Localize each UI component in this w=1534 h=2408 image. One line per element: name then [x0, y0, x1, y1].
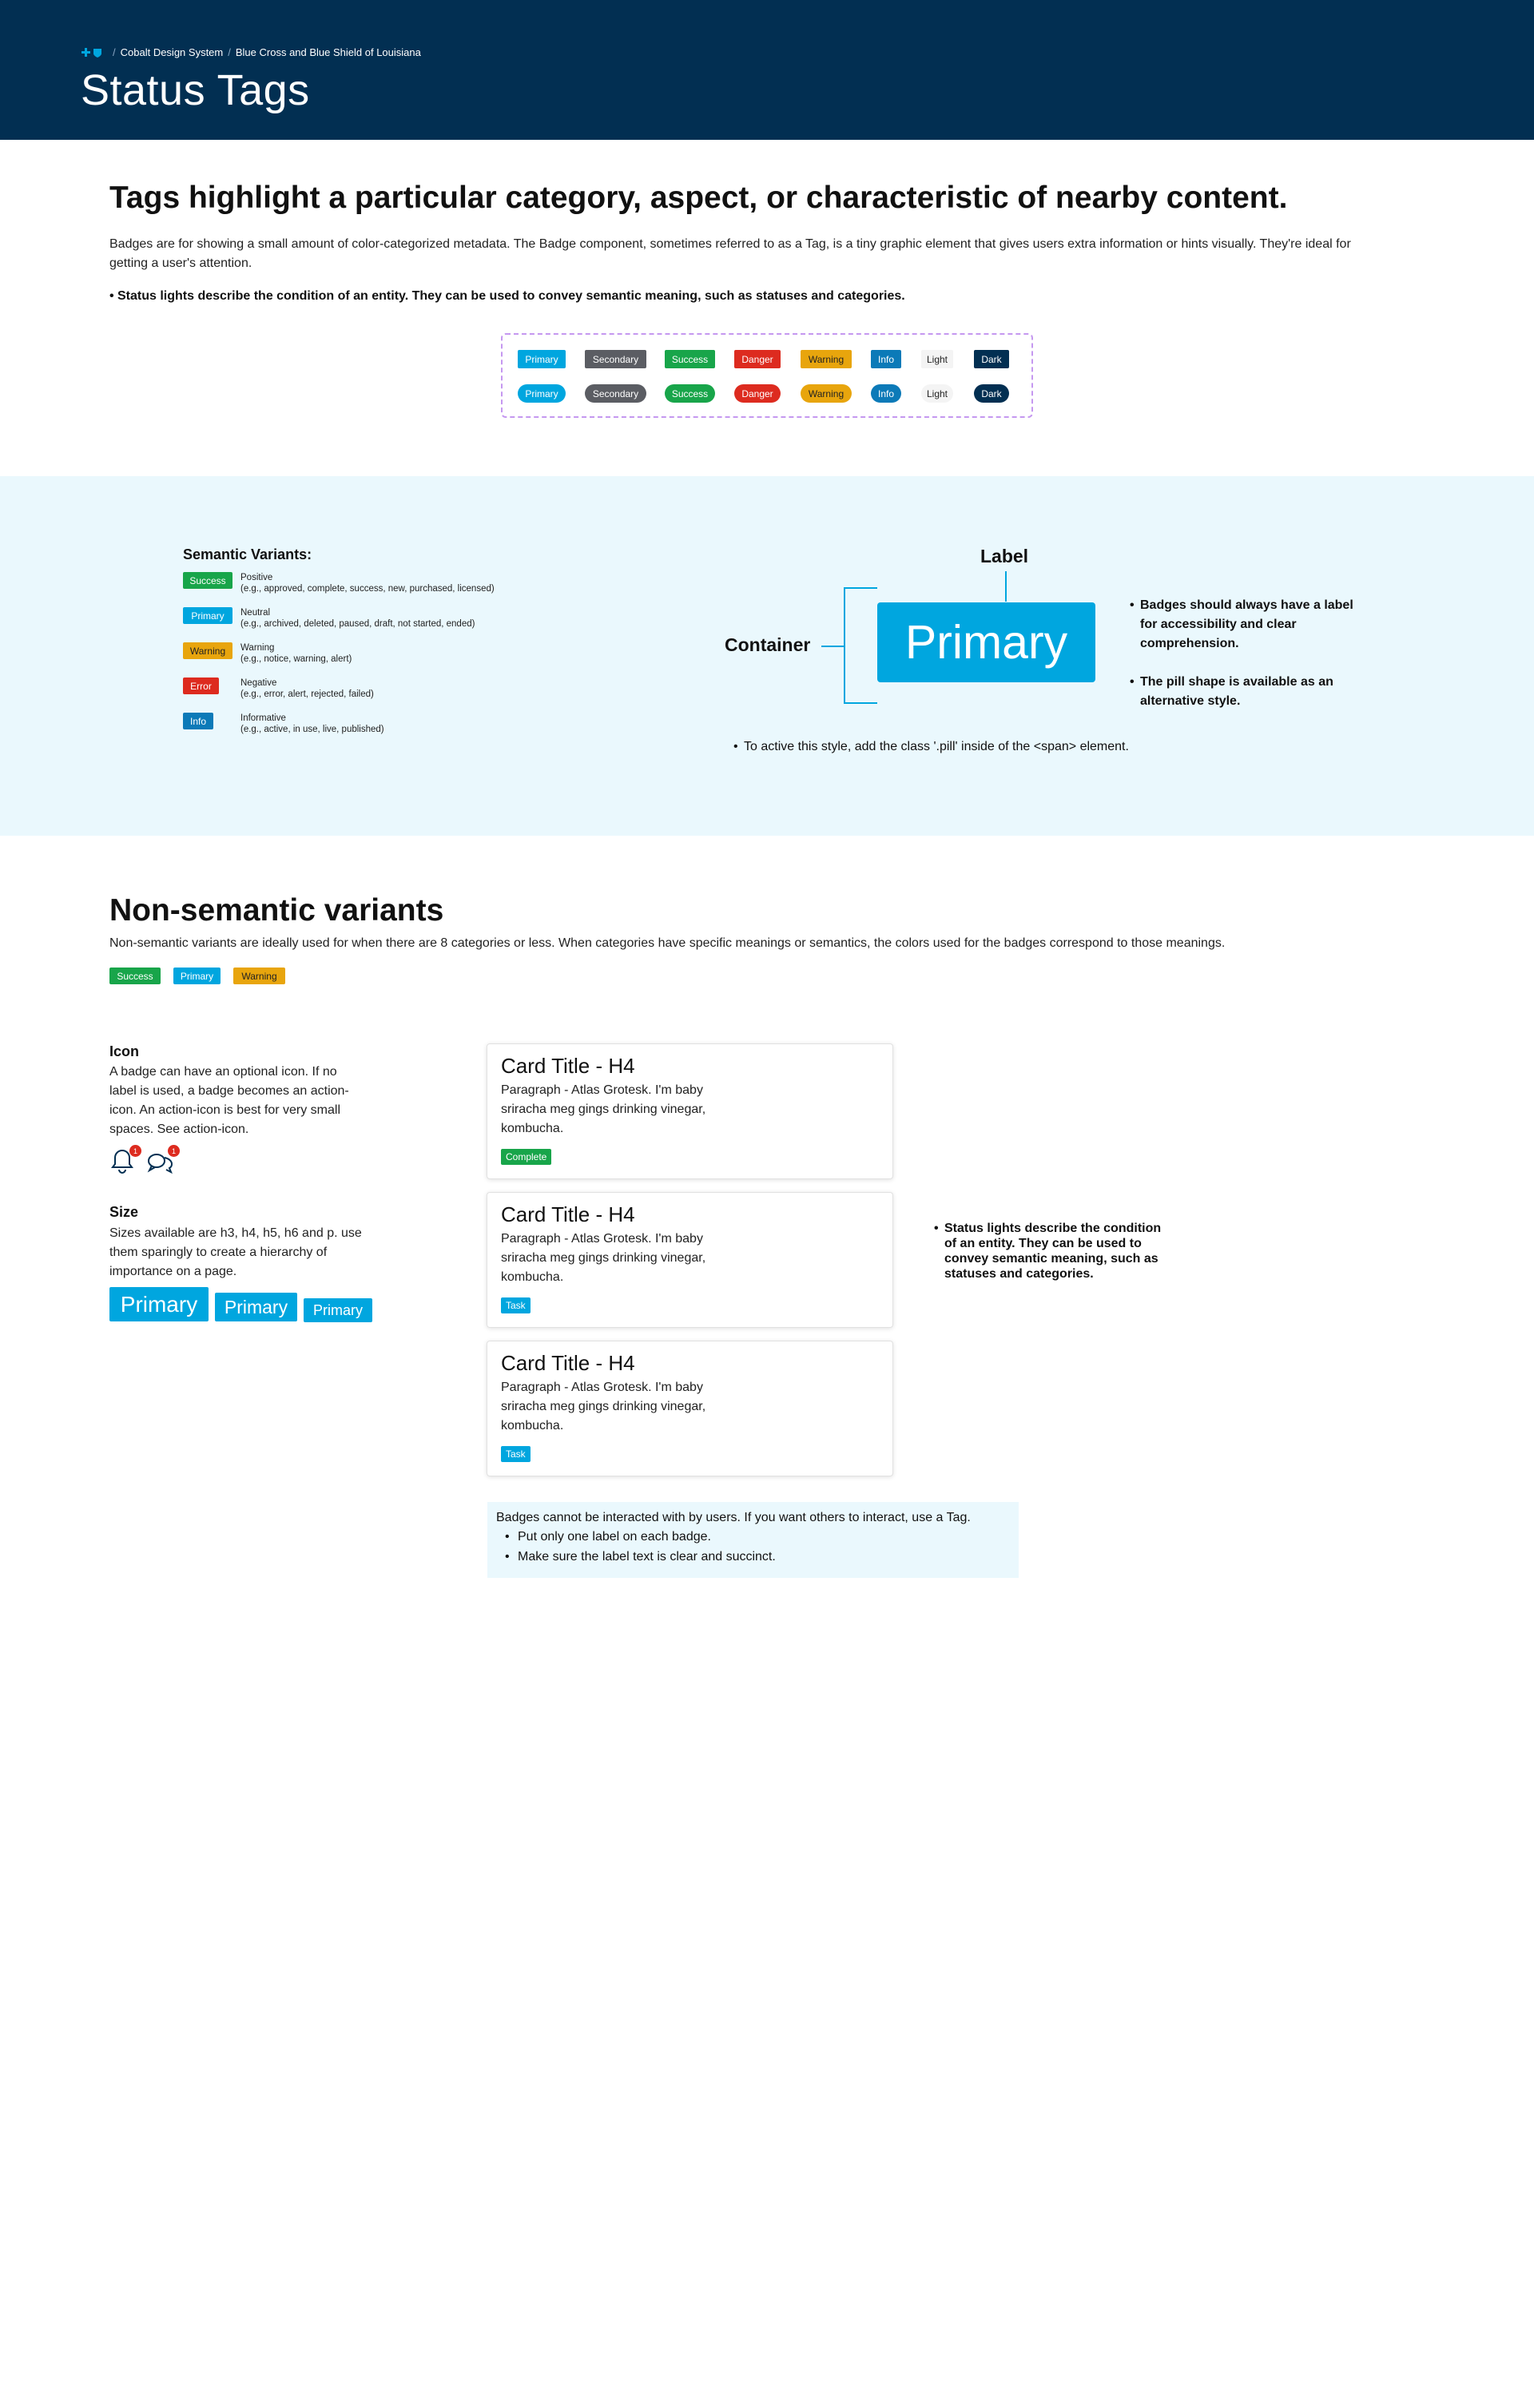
semantic-variants-heading: Semantic Variants:: [183, 546, 312, 562]
bell-icon-badge[interactable]: [110, 1145, 139, 1174]
card-side-note: • Status lights describe the condition of an entity. They can be used to convey semantic meaning, such as statuses and categories.: [944, 1221, 1168, 1281]
non-semantic-text: Non-semantic variants are ideally used for when there are 8 categories or less. When categories have specific meanings or semantics, the colors used for the badges correspond to those meanings.: [109, 936, 1226, 950]
card-title: Card Title - H4: [501, 1351, 635, 1375]
semantic-row-positive: [183, 572, 495, 594]
non-semantic-heading: Non-semantic variants: [109, 893, 444, 928]
size-badge-h4: Primary: [215, 1293, 297, 1321]
icon-heading: Icon: [109, 1043, 140, 1059]
semantic-badge-info: Info: [183, 713, 213, 729]
card-badge-task: Task: [501, 1446, 531, 1462]
container-leader-line: [821, 646, 844, 647]
semantic-row-informative: [183, 713, 384, 735]
callout-item: • Put only one label on each badge.: [518, 1530, 711, 1544]
semantic-desc: [240, 642, 352, 665]
badge-demo-box: [501, 333, 1033, 418]
pill-badge-warning: Warning: [801, 384, 852, 403]
semantic-detail: (e.g., active, in use, live, published): [240, 725, 384, 734]
semantic-row-negative: [183, 677, 374, 700]
container-bracket-top: [844, 587, 877, 589]
pill-badge-light: Light: [921, 384, 953, 403]
semantic-badge-success: Success: [183, 572, 232, 589]
pill-class-note: • To active this style, add the class '.pill' inside of the <span> element.: [744, 740, 1129, 754]
semantic-badge-warning: Warning: [183, 642, 232, 659]
card-title: Card Title - H4: [501, 1054, 635, 1078]
label-leader-line: [1005, 571, 1007, 602]
card-badge-task: Task: [501, 1297, 531, 1313]
size-badge-h5: Primary: [304, 1298, 372, 1322]
intro-bullet: • Status lights describe the condition of an entity. They can be used to convey semantic meaning, such as statuses and categories.: [117, 289, 905, 304]
bcbs-logo-icon: [81, 47, 103, 58]
badge-warning: Warning: [801, 350, 852, 368]
page-title: Status Tags: [81, 66, 310, 114]
anatomy-note-pill: • The pill shape is available as an alternative style.: [1140, 673, 1356, 711]
pill-badge-dark: Dark: [974, 384, 1009, 403]
non-semantic-badge-warning: Warning: [233, 968, 285, 984]
pill-badge-info: Info: [871, 384, 901, 403]
badge-primary: Primary: [518, 350, 566, 368]
card-badge-complete: Complete: [501, 1149, 551, 1165]
icon-text: A badge can have an optional icon. If no label is used, a badge becomes an action-icon. An action-icon is best for very small spaces. See action-icon.: [109, 1065, 349, 1136]
size-badge-h3: Primary: [109, 1287, 209, 1321]
semantic-title: Informative: [240, 713, 286, 723]
pill-badge-primary: Primary: [518, 384, 566, 403]
non-semantic-badge-success: Success: [109, 968, 161, 984]
intro-text: Badges are for showing a small amount of color-categorized metadata. The Badge component, sometimes referred to as a Tag, is a tiny graphic element that gives users extra information or hints visually. They're ideal for getting a user's attention.: [109, 237, 1351, 270]
semantic-desc: [240, 677, 374, 700]
semantic-row-warning: [183, 642, 352, 665]
callout-text: Badges cannot be interacted with by users. If you want others to interact, use a Tag.: [496, 1511, 971, 1524]
bell-notification-count: 1: [129, 1145, 141, 1157]
badge-dark: Dark: [974, 350, 1009, 368]
breadcrumb: / Cobalt Design System / Blue Cross and Blue Shield of Louisiana: [81, 46, 421, 58]
badge-info: Info: [871, 350, 901, 368]
size-heading: Size: [109, 1204, 139, 1220]
card-paragraph: Paragraph - Atlas Grotesk. I'm baby sriracha meg gings drinking vinegar, kombucha.: [501, 1381, 706, 1432]
badge-light: Light: [921, 350, 953, 368]
anatomy-label-caption: Label: [980, 546, 1029, 566]
pill-badge-danger: Danger: [734, 384, 781, 403]
semantic-detail: (e.g., error, alert, rejected, failed): [240, 689, 374, 699]
card-complete: [487, 1043, 893, 1179]
size-text: Sizes available are h3, h4, h5, h6 and p. use them sparingly to create a hierarchy of importance on a page.: [109, 1226, 362, 1278]
card-title: Card Title - H4: [501, 1202, 635, 1226]
page-header: [0, 0, 1534, 140]
container-bracket-bottom: [844, 702, 877, 704]
badge-secondary: Secondary: [585, 350, 646, 368]
semantic-title: Negative: [240, 678, 277, 688]
chat-notification-count: 1: [168, 1145, 180, 1157]
non-semantic-badge-primary: Primary: [173, 968, 221, 984]
semantic-row-neutral: [183, 607, 475, 630]
semantic-title: Neutral: [240, 608, 271, 618]
breadcrumb-item-cobalt[interactable]: Cobalt Design System: [120, 46, 224, 58]
card-task-2: [487, 1341, 893, 1476]
semantic-detail: (e.g., notice, warning, alert): [240, 654, 352, 664]
anatomy-note-label: • Badges should always have a label for accessibility and clear comprehension.: [1140, 596, 1356, 654]
pill-badge-secondary: Secondary: [585, 384, 646, 403]
container-bracket-vertical: [844, 587, 845, 704]
chat-icon-badge[interactable]: [147, 1145, 176, 1174]
semantic-badge-error: Error: [183, 677, 219, 694]
intro-heading: Tags highlight a particular category, aspect, or characteristic of nearby content.: [109, 181, 1288, 215]
semantic-title: Positive: [240, 573, 273, 582]
semantic-title: Warning: [240, 643, 275, 653]
badge-danger: Danger: [734, 350, 781, 368]
semantic-desc: [240, 572, 495, 594]
semantic-badge-primary: Primary: [183, 607, 232, 624]
semantic-detail: (e.g., approved, complete, success, new, purchased, licensed): [240, 584, 495, 594]
card-paragraph: Paragraph - Atlas Grotesk. I'm baby sriracha meg gings drinking vinegar, kombucha.: [501, 1083, 706, 1135]
card-paragraph: Paragraph - Atlas Grotesk. I'm baby sriracha meg gings drinking vinegar, kombucha.: [501, 1232, 706, 1284]
card-task-1: [487, 1192, 893, 1328]
anatomy-primary-badge: Primary: [877, 602, 1095, 682]
pill-badge-success: Success: [665, 384, 715, 403]
callout-item: • Make sure the label text is clear and succinct.: [518, 1550, 776, 1564]
breadcrumb-item-bcbsla[interactable]: Blue Cross and Blue Shield of Louisiana: [235, 46, 421, 58]
anatomy-container-caption: Container: [725, 634, 811, 655]
semantic-detail: (e.g., archived, deleted, paused, draft, not started, ended): [240, 619, 475, 629]
usage-callout: [487, 1502, 1019, 1578]
semantic-desc: [240, 607, 475, 630]
badge-success: Success: [665, 350, 715, 368]
semantic-desc: [240, 713, 384, 735]
